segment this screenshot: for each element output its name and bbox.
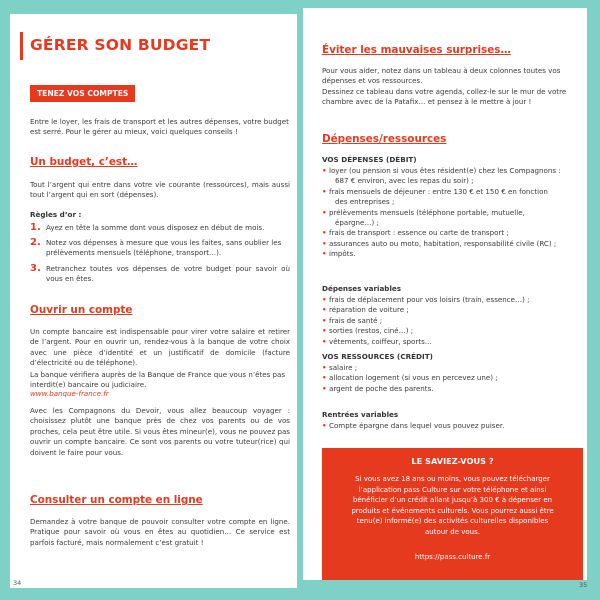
page-number-right: 35 xyxy=(579,581,588,589)
account-heading xyxy=(30,304,132,316)
list-item-text: impôts. xyxy=(329,249,356,259)
bullet-icon: • xyxy=(322,305,327,315)
table-heading-text: Dépenses/ressources xyxy=(322,133,447,145)
list-item xyxy=(322,337,584,347)
rule-number: 1. xyxy=(30,222,41,233)
surprises-paragraph-1: Pour vous aider, notez dans un tableau à deux colonnes toutes vos dépenses et vos ressources. xyxy=(322,66,561,86)
bullet-icon: • xyxy=(322,166,327,175)
account-paragraph-1: Un compte bancaire est indispensable pour virer votre salaire et retirer de l’argent. Pour en ouvrir un, rendez-vous à la banque de votre choix avec une pièce d’identité et un justificatif de domicile (facture d’électricité ou de téléphone). xyxy=(30,327,290,368)
section-badge: TENEZ VOS COMPTES xyxy=(30,85,135,102)
bullet-icon: • xyxy=(322,295,327,304)
list-item xyxy=(322,305,584,315)
account-heading-text: Ouvrir un compte xyxy=(30,304,133,316)
intro-paragraph: Entre le loyer, les frais de transport et les autres dépenses, votre budget est serré. Pour le gérer au mieux, voici quelques conseils ! xyxy=(30,117,289,137)
list-item-text: assurances auto ou moto, habitation, responsabilité civile (RC) ; xyxy=(329,238,557,248)
surprises-heading-text: Éviter les mauvaises surprises… xyxy=(322,44,511,56)
did-you-know-line: bénéficier d’un crédit allant jusqu’à 300 € à dépenser en xyxy=(352,496,553,505)
list-item xyxy=(322,421,584,431)
bullet-icon: • xyxy=(322,315,327,325)
rule-text: Retranchez toutes vos dépenses de votre budget pour savoir où vous en êtes. xyxy=(46,264,290,284)
online-heading-text: Consulter un compte en ligne xyxy=(30,494,203,506)
list-item-text-cont: des entreprises ; xyxy=(335,197,395,207)
list-item xyxy=(322,363,584,373)
list-item-text: prélèvements mensuels (téléphone portable, mutuelle, xyxy=(329,207,525,217)
list-item-text-cont: épargne…) ; xyxy=(335,218,379,228)
bullet-icon: • xyxy=(322,186,327,196)
list-item-text-cont: 687 € environ, avec les repas du soir) ; xyxy=(335,176,474,186)
bullet-icon: • xyxy=(322,207,327,217)
surprises-heading xyxy=(322,44,511,56)
bullet-icon: • xyxy=(322,238,327,248)
list-item xyxy=(322,384,584,394)
resources-title: VOS RESSOURCES (CRÉDIT) xyxy=(322,352,433,361)
list-item xyxy=(322,166,584,187)
did-you-know-line: l’application pass Culture sur votre téléphone et ainsi xyxy=(358,485,547,494)
list-item xyxy=(322,295,584,305)
bullet-icon: • xyxy=(322,326,327,336)
table-heading xyxy=(322,133,446,145)
pass-culture-link[interactable]: https://pass.culture.fr xyxy=(414,553,491,561)
rules-title: Règles d’or : xyxy=(30,210,82,219)
list-item-text: argent de poche des parents. xyxy=(329,383,434,393)
banque-france-link[interactable]: www.banque-france.fr xyxy=(30,389,109,398)
budget-paragraph: Tout l’argent qui entre dans votre vie courante (ressources), mais aussi tout l’argent qui en sort (dépenses). xyxy=(30,180,290,200)
list-item-text: salaire ; xyxy=(329,363,358,372)
exceptional-list xyxy=(322,421,584,431)
list-item-text: allocation logement (si vous en percevez une) ; xyxy=(329,373,498,383)
list-item xyxy=(322,228,584,238)
did-you-know-line: Si vous avez 18 ans ou moins, vous pouvez télécharger xyxy=(355,475,550,483)
page-title: GÉRER SON BUDGET xyxy=(30,36,211,54)
account-paragraph-2: La banque vérifiera auprès de la Banque de France que vous n’êtes pas interdit(e) bancaire ou judiciaire. xyxy=(30,370,286,390)
left-page xyxy=(10,14,297,588)
did-you-know-line: autour de vous. xyxy=(424,527,480,536)
list-item xyxy=(322,316,584,326)
rule-item xyxy=(30,223,290,233)
surprises-paragraph-2: Dessinez ce tableau dans votre agenda, collez-le sur le mur de votre chambre avec de la Patafix… et pensez à le mettre à jour ! xyxy=(322,87,567,107)
budget-heading xyxy=(30,156,137,168)
expenses-list xyxy=(322,166,584,260)
page-number-left: 34 xyxy=(13,579,22,587)
budget-heading-text: Un budget, c’est… xyxy=(30,156,138,168)
rule-item xyxy=(30,238,290,258)
did-you-know-line: produits et événements culturels. Vous pourrez aussi être xyxy=(351,506,554,515)
variable-title: Dépenses variables xyxy=(322,284,402,293)
list-item-text: vêtements, coiffeur, sports… xyxy=(329,336,432,346)
list-item-text: sorties (restos, ciné…) ; xyxy=(329,326,414,336)
online-heading xyxy=(30,494,203,506)
title-accent-bar xyxy=(20,32,23,60)
variable-list xyxy=(322,295,584,347)
did-you-know-body xyxy=(328,474,577,538)
list-item-text: réparation de voiture ; xyxy=(329,305,409,315)
did-you-know-box xyxy=(322,448,583,580)
rule-text: Ayez en tête la somme dont vous disposez en début de mois. xyxy=(46,223,265,232)
resources-list xyxy=(322,363,584,394)
rule-item xyxy=(30,264,290,284)
list-item xyxy=(322,208,584,229)
rule-text: Notez vos dépenses à mesure que vous les faites, sans oublier les prélèvements mensuels (téléphone, transport…). xyxy=(46,238,282,258)
did-you-know-line: tenu(e) informé(e) des activités culturelles disponibles xyxy=(356,517,549,526)
list-item-text: loyer (ou pension si vous êtes résident(e) chez les Compagnons : xyxy=(329,166,561,175)
bullet-icon: • xyxy=(322,249,327,259)
bullet-icon: • xyxy=(322,336,327,346)
list-item xyxy=(322,326,584,336)
online-paragraph: Demandez à votre banque de pouvoir consulter votre compte en ligne. Pratique pour savoir où vous en êtes au quotidien… Ce service est parfois facturé, mais normalement c’est gratuit ! xyxy=(30,517,290,547)
did-you-know-title: LE SAVIEZ-VOUS ? xyxy=(411,456,494,466)
list-item-text: frais mensuels de déjeuner : entre 130 € et 150 € en fonction xyxy=(329,186,548,196)
list-item-text: Compte épargne dans lequel vous pouvez puiser. xyxy=(329,421,505,430)
rule-number: 3. xyxy=(30,263,41,274)
expenses-title: VOS DÉPENSES (DÉBIT) xyxy=(322,155,417,164)
bullet-icon: • xyxy=(322,383,327,393)
right-page xyxy=(303,8,588,589)
list-item xyxy=(322,249,584,259)
bullet-icon: • xyxy=(322,363,327,372)
list-item-text: frais de transport : essence ou carte de transport ; xyxy=(329,228,509,238)
list-item xyxy=(322,187,584,208)
exceptional-title: Rentrées variables xyxy=(322,410,399,419)
bullet-icon: • xyxy=(322,421,327,430)
bullet-icon: • xyxy=(322,228,327,238)
list-item xyxy=(322,373,584,383)
list-item-text: frais de déplacement pour vos loisirs (train, essence…) ; xyxy=(329,295,530,304)
list-item-text: frais de santé ; xyxy=(329,315,383,325)
list-item xyxy=(322,239,584,249)
bullet-icon: • xyxy=(322,373,327,383)
rule-number: 2. xyxy=(30,237,41,248)
account-paragraph-3: Avec les Compagnons du Devoir, vous allez beaucoup voyager : choisissez plutôt une banque près de chez vos parents ou de vos proches, cela peut être utile. Si vous êtes mineur(e), vous ne pouvez pas ouvrir un compte bancaire. Ce sont vos parents ou votre tuteur(rice) qui doivent le faire pour vous. xyxy=(30,406,290,457)
